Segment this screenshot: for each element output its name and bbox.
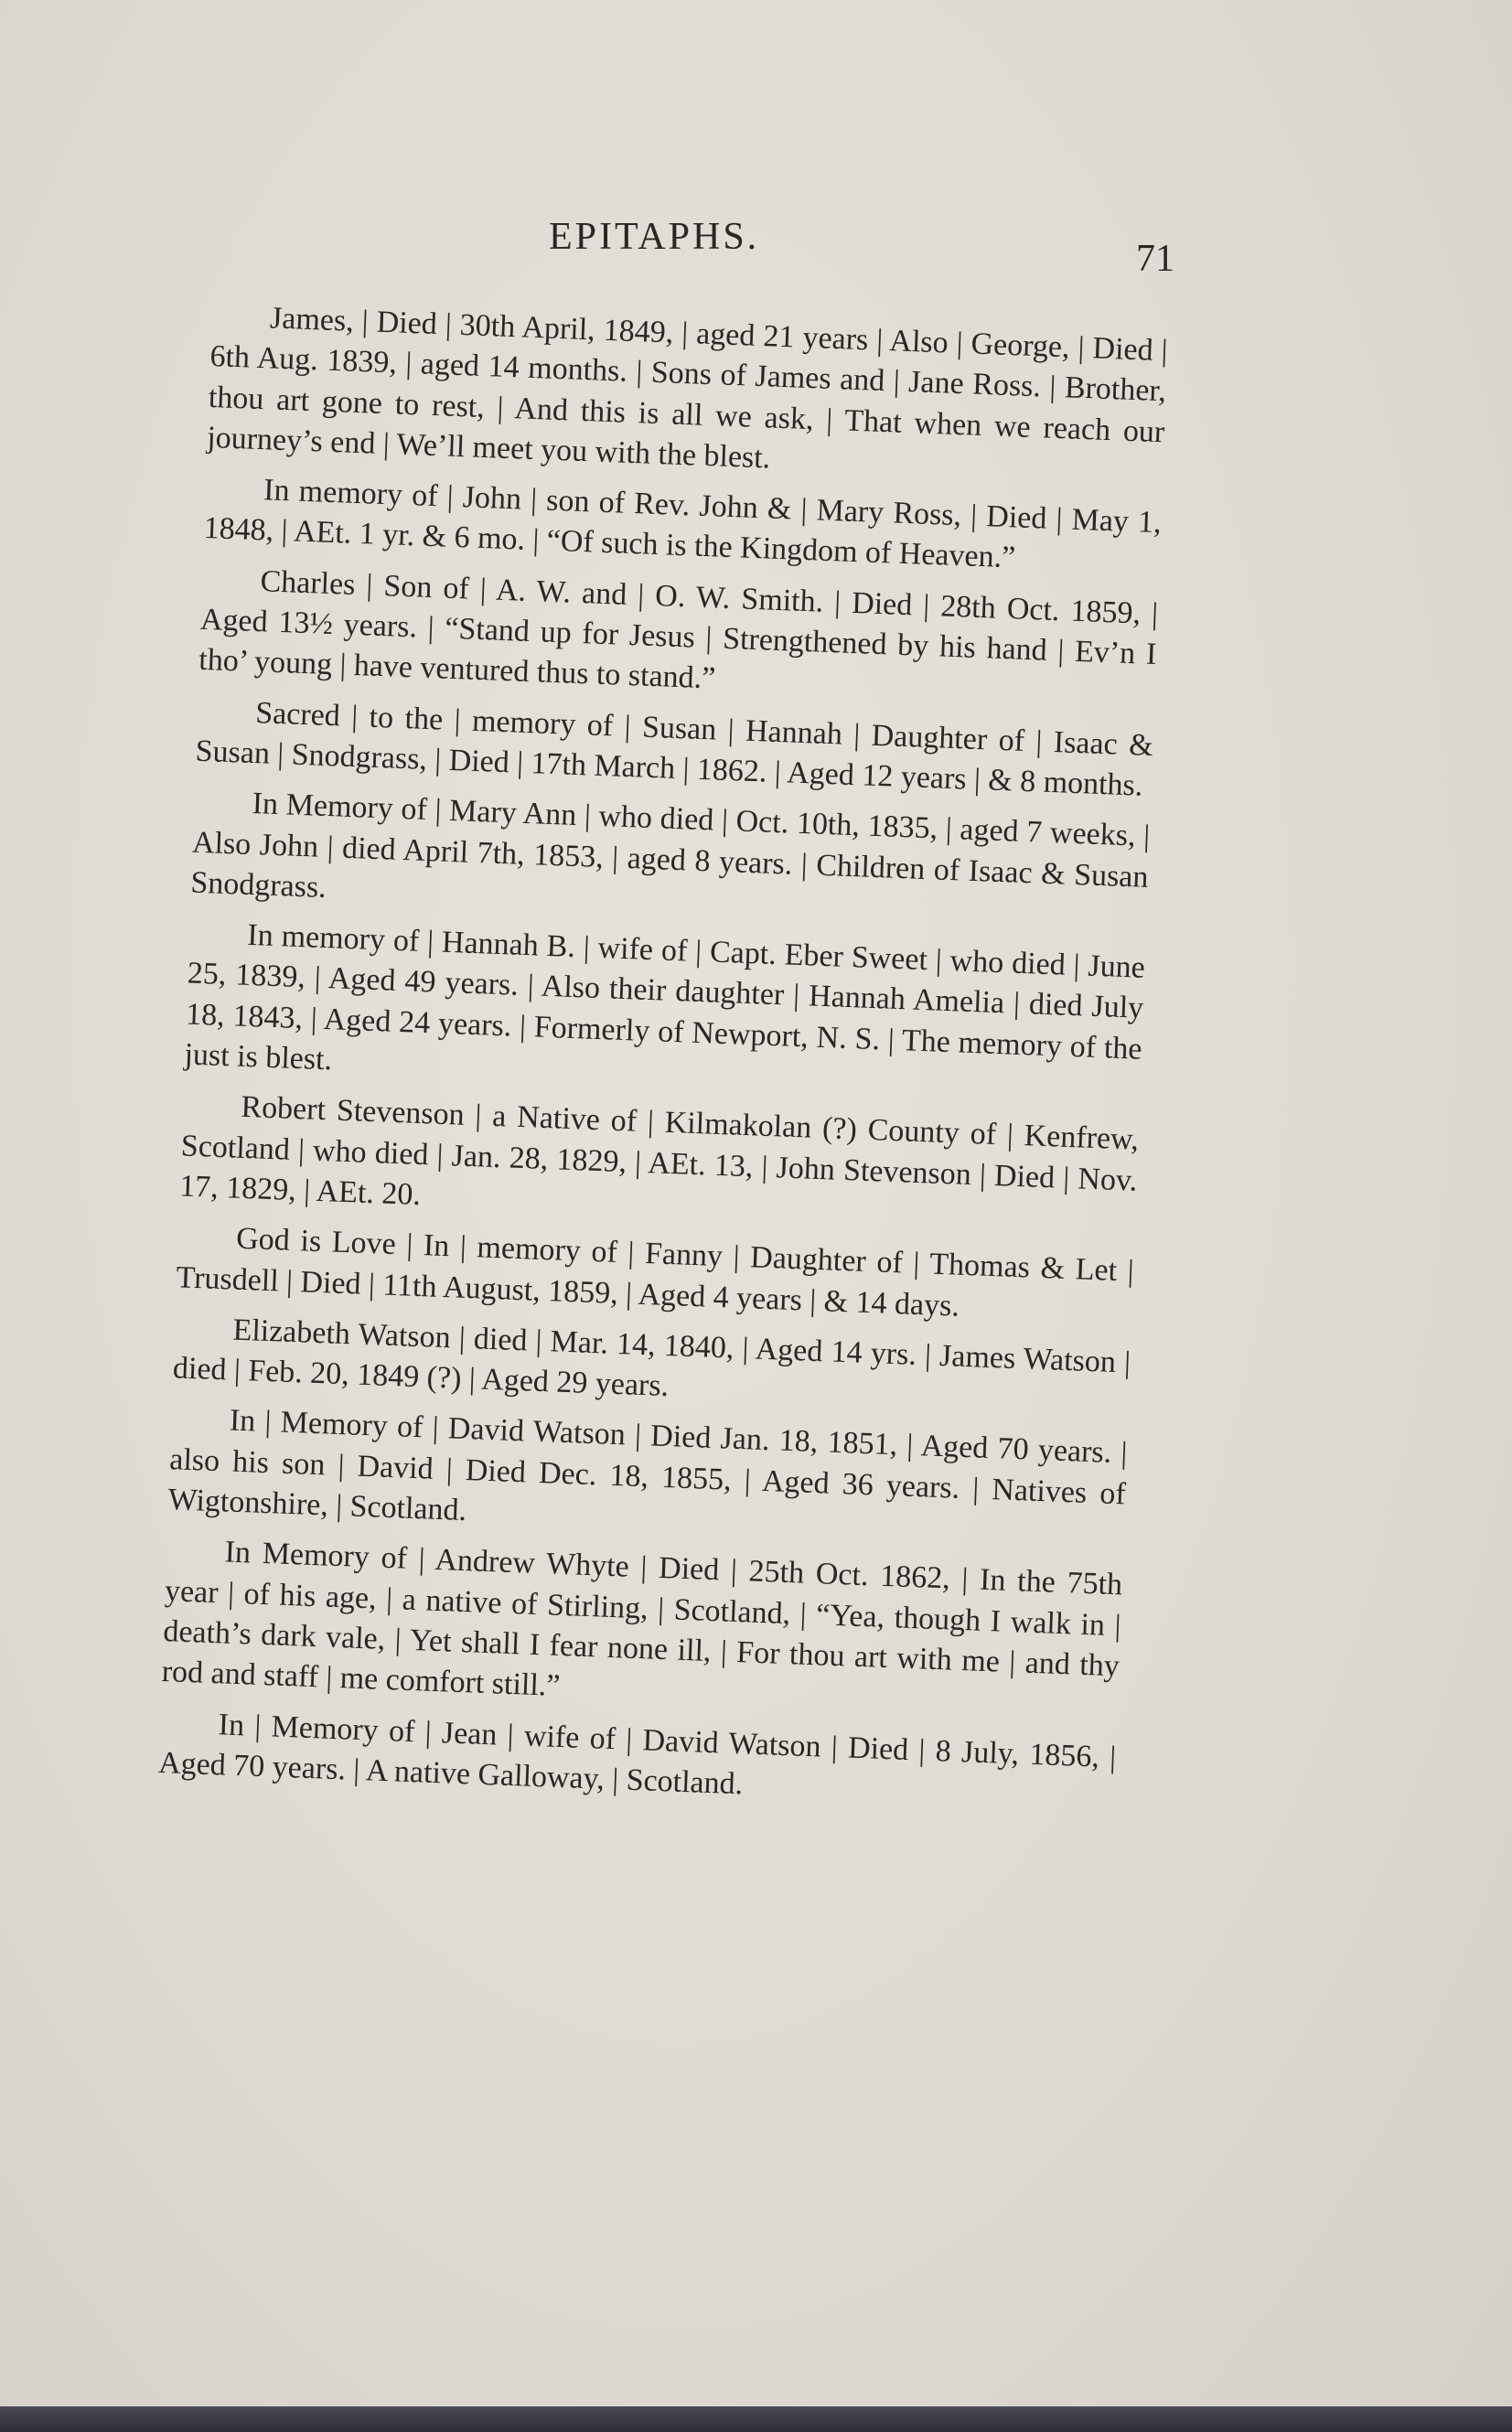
epitaph-entry-elizabeth-james-watson: Elizabeth Watson | died | Mar. 14, 1840, | Aged 14 yrs. | James Watson | died | Feb. 20, 1849 (?) | Aged 29 years. xyxy=(172,1312,1131,1404)
epitaph-entry-fanny-trusdell: God is Love | In | memory of | Fanny | Daughter of | Thomas & Let | Trusdell | Died | 11th August, 1859, | Aged 4 years | & 14 days. xyxy=(176,1221,1135,1323)
epitaph-entry-charles-smith: Charles | Son of | A. W. and | O. W. Smith. | Died | 28th Oct. 1859, | Aged 13½ years. | “Stand up for Jesus | Strengthened by his hand | Ev’n I tho’ young | have ventured thus to stand.” xyxy=(198,563,1159,696)
epitaph-entry-ross-brothers: James, | Died | 30th April, 1849, | aged 21 years | Also | George, | Died | 6th Aug. 1839, | aged 14 months. | Sons of James and | Jane Ross. | Brother, thou art gone to rest, | And this is all we ask, | That when we reach our journey’s end | We’ll meet you with the blest. xyxy=(206,301,1169,476)
epitaph-entry-stevenson: Robert Stevenson | a Native of | Kilmakolan (?) County of | Kenfrew, Scotland | who died | Jan. 28, 1829, | AEt. 13, | John Stevenson | Died | Nov. 17, 1829, | AEt. 20. xyxy=(178,1090,1140,1212)
epitaph-entry-jean-watson: In | Memory of | Jean | wife of | David Watson | Died | 8 July, 1856, | Aged 70 years. | A native Galloway, | Scotland. xyxy=(157,1707,1117,1802)
epitaph-entry-john-ross: In memory of | John | son of Rev. John & | Mary Ross, | Died | May 1, 1848, | AEt. 1 yr. & 6 mo. | “Of such is the Kingdom of Heaven.” xyxy=(203,473,1163,575)
epitaph-entry-snodgrass-children: In Memory of | Mary Ann | who died | Oct. 10th, 1835, | aged 7 weeks, | Also John | died April 7th, 1853, | aged 8 years. | Children of Isaac & Susan Snodgrass. xyxy=(189,787,1151,905)
page-bottom-edge xyxy=(0,2406,1512,2432)
epitaph-entry-david-watson: In | Memory of | David Watson | Died Jan. 18, 1851, | Aged 70 years. | also his son | David | Died Dec. 18, 1855, | Aged 36 years. | Natives of Wigtonshire, | Scotland. xyxy=(167,1403,1128,1528)
epitaph-entry-andrew-whyte: In Memory of | Andrew Whyte | Died | 25th Oct. 1862, | In the 75th year | of his age, | a native of Stirling, | Scotland, | “Yea, though I walk in | death’s dark vale, | Yet shall I fear none ill, | For thou art with me | and thy rod and staff | me comfort still.” xyxy=(161,1535,1123,1704)
epitaph-list xyxy=(157,296,1168,1828)
page-number: 71 xyxy=(1136,238,1174,280)
epitaph-entry-hannah-sweet: In memory of | Hannah B. | wife of | Capt. Eber Sweet | who died | June 25, 1839, | Aged 49 years. | Also their daughter | Hannah Amelia | died July 18, 1843, | Aged 24 years. | Formerly of Newport, N. S. | The memory of the just is blest. xyxy=(183,918,1146,1077)
epitaph-entry-susan-hannah-snodgrass: Sacred | to the | memory of | Susan | Hannah | Daughter of | Isaac & Susan | Snodgrass, | Died | 17th March | 1862. | Aged 12 years | & 8 months. xyxy=(195,695,1154,803)
running-head-title: EPITAPHS. xyxy=(549,216,760,258)
